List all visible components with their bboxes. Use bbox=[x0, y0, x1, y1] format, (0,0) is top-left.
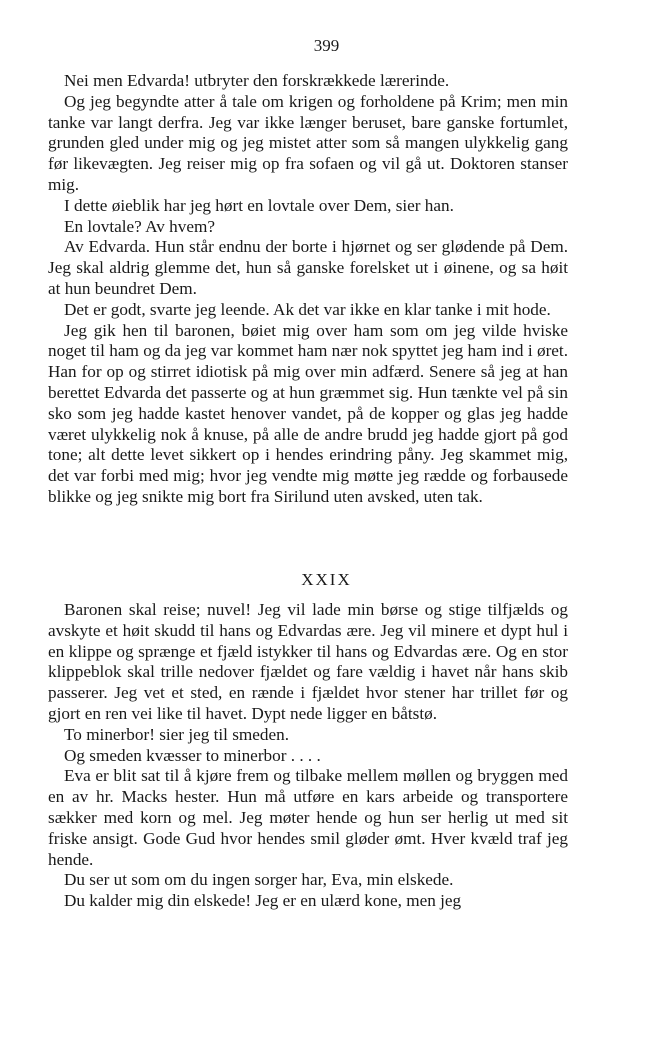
paragraph: Du kalder mig din elskede! Jeg er en ulærd kone, men jeg bbox=[64, 891, 462, 911]
page-number: 399 bbox=[313, 36, 340, 55]
paragraph: Du ser ut som om du ingen sorger har, Eva, min elskede. bbox=[64, 870, 454, 890]
chapter-heading: XXIX bbox=[301, 570, 352, 589]
paragraph: Nei men Edvarda! utbryter den forskrækkede lærerinde. bbox=[64, 71, 450, 90]
paragraph: I dette øieblik har jeg hørt en lovtale over Dem, sier han. bbox=[64, 195, 454, 215]
paragraph: Eva er blit sat til å kjøre frem og tilbake mellem møllen og bryggen med en av hr. Macks hester. Hun må utføre en kars arbeide og transportere sækker med korn og mel. Jeg møter hende og hun ser herlig ut med sit friske ansigt. Gode Gud hvor hendes smil gløder ømt. Hver kvæld traf jeg hende. bbox=[48, 766, 568, 869]
paragraph: To minerbor! sier jeg til smeden. bbox=[64, 724, 290, 744]
paragraph: Jeg gik hen til baronen, bøiet mig over ham som om jeg vilde hviske noget til ham og da jeg var kommet ham nær nok spyttet jeg ham ind i øret. Han for op og stirret idiotisk på mig over min adfærd. Senere så jeg at han berettet Edvarda det passerte og at hun græmmet sig. Hun tænkte vel på sin sko som jeg hadde kastet henover vandet, på de kopper og glas jeg hadde været ulykkelig nok å knuse, på alle de andre brudd jeg hadde gjort på god tone; alt dette levet sikkert op i hendes erindring påny. Jeg skammet mig, det var forbi med mig; hvor jeg vendte mig møtte jeg rædde og forbausede blikke og jeg snikte mig bort fra Sirilund uten avsked, uten tak. bbox=[48, 320, 568, 506]
text-section-one bbox=[48, 71, 568, 508]
paragraph: En lovtale? Av hvem? bbox=[64, 216, 215, 236]
paragraph: Av Edvarda. Hun står endnu der borte i hjørnet og ser glødende på Dem. Jeg skal aldrig glemme det, hun så ganske forelsket ut i øinene, og sa høit at hun beundret Dem. bbox=[48, 237, 568, 298]
paragraph: Og smeden kvæsser to minerbor . . . . bbox=[64, 745, 321, 765]
paragraph: Og jeg begyndte atter å tale om krigen og forholdene på Krim; men min tanke var langt derfra. Jeg var ikke længer beruset, bare ganske fortumlet, grunden gled under mig og jeg mistet atter som så mangen ulykkelig gang før likevægten. Jeg reiser mig op fra sofaen og vil gå ut. Doktoren stanser mig. bbox=[48, 91, 568, 194]
text-section-two bbox=[48, 600, 568, 912]
paragraph: Baronen skal reise; nuvel! Jeg vil lade min børse og stige tilfjælds og avskyte et høit skudd til hans og Edvardas ære. Jeg vil minere et dypt hul i en klippe og sprænge et fjæld istykker til hans og Edvardas ære. Og en stor klippeblok skal trille nedover fjældet og fare vældig i havet når hans skib passerer. Jeg vet et sted, en rænde i fjældet hvor stener har trillet før og gjort en ren vei like til havet. Dypt nede ligger en båtstø. bbox=[48, 600, 568, 723]
paragraph: Det er godt, svarte jeg leende. Ak det var ikke en klar tanke i mit hode. bbox=[64, 299, 551, 319]
